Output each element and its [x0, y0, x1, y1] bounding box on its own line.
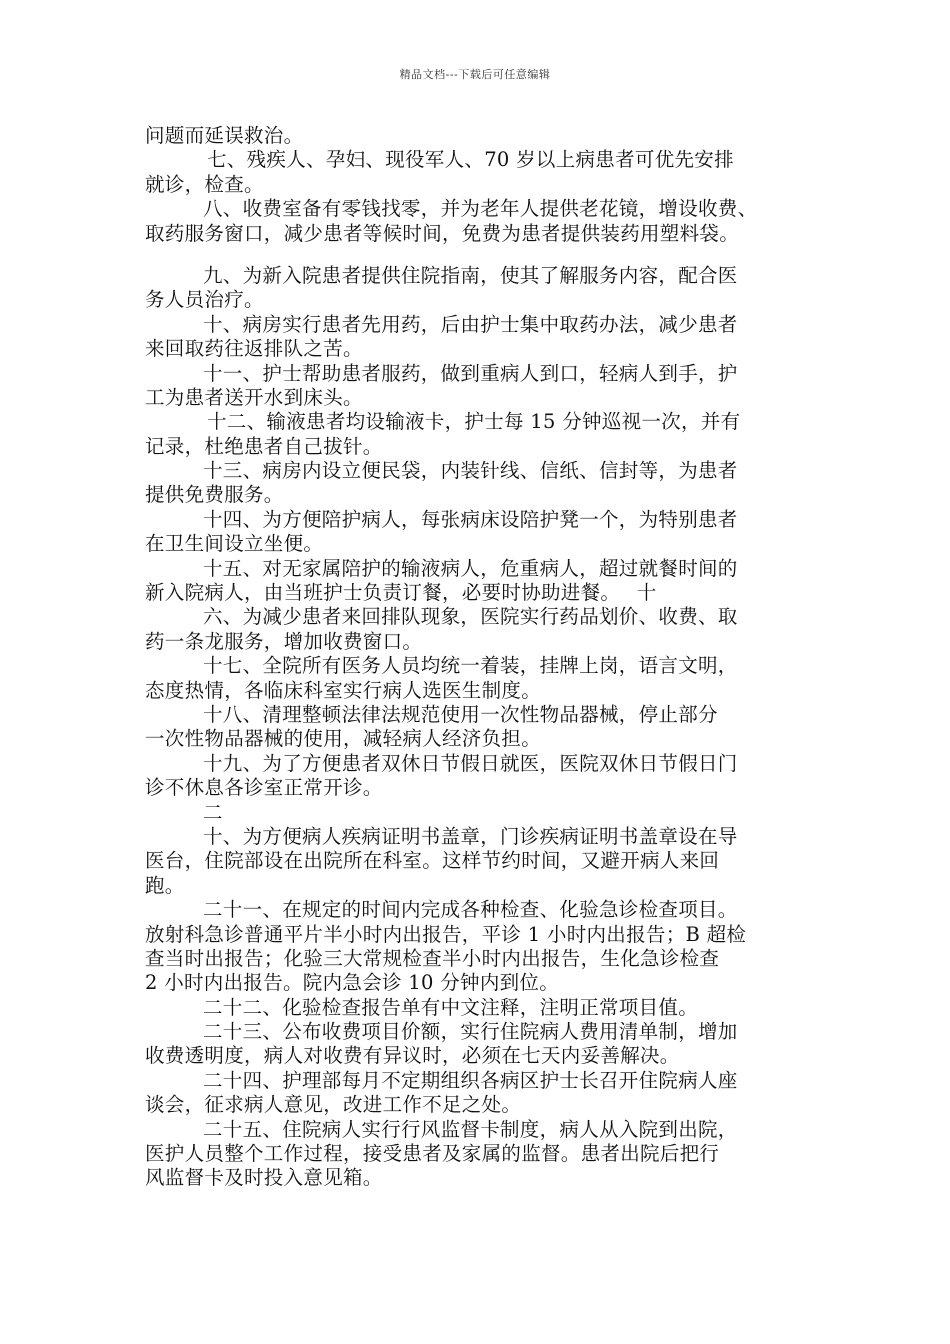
text-line: 六、为减少患者来回排队现象，医院实行药品划价、收费、取: [203, 605, 738, 629]
text-line: 二十一、在规定的时间内完成各种检查、化验急诊检查项目。: [203, 898, 738, 922]
text-line: 新入院病人，由当班护士负责订餐，必要时协助进餐。 十: [145, 581, 657, 605]
text-line: 二十三、公布收费项目价额，实行住院病人费用清单制，增加: [203, 1020, 738, 1044]
text-line: 诊不休息各诊室正常开诊。: [145, 776, 383, 800]
text-line: 一次性物品器械的使用，减轻病人经济负担。: [145, 727, 542, 751]
text-line: 态度热情，各临床科室实行病人选医生制度。: [145, 678, 542, 702]
text-line: 八、收费室备有零钱找零，并为老年人提供老花镜，增设收费、: [203, 197, 758, 221]
text-line: 风监督卡及时投入意见箱。: [145, 1166, 383, 1190]
text-line: 务人员治疗。: [145, 288, 264, 312]
text-line: 七、残疾人、孕妇、现役军人、70 岁以上病患者可优先安排: [207, 148, 734, 172]
text-line: 医台，住院部设在出院所在科室。这样节约时间，又避开病人来回: [145, 849, 720, 873]
text-line: 工为患者送开水到床头。: [145, 385, 363, 409]
page-header: 精品文档---下载后可任意编辑: [399, 68, 551, 81]
text-line: 二十四、护理部每月不定期组织各病区护士长召开住院病人座: [203, 1068, 738, 1092]
text-line: 医护人员整个工作过程，接受患者及家属的监督。患者出院后把行: [145, 1142, 720, 1166]
text-line: 谈会，征求病人意见，改进工作不足之处。: [145, 1093, 522, 1117]
text-line: 十五、对无家属陪护的输液病人，危重病人，超过就餐时间的: [203, 556, 738, 580]
text-line: 收费透明度，病人对收费有异议时，必须在七天内妥善解决。: [145, 1044, 680, 1068]
text-line: 十、为方便病人疾病证明书盖章，门诊疾病证明书盖章设在导: [203, 824, 738, 848]
text-line: 2 小时内出报告。院内急会诊 10 分钟内到位。: [145, 971, 560, 995]
text-line: 记录，杜绝患者自己拔针。: [145, 434, 383, 458]
text-line: 药一条龙服务，增加收费窗口。: [145, 629, 423, 653]
text-line: 问题而延误救治。: [145, 124, 304, 147]
text-line: 九、为新入院患者提供住院指南，使其了解服务内容，配合医: [203, 263, 738, 287]
text-line: 十八、清理整顿法律法规范使用一次性物品器械，停止部分: [203, 702, 718, 726]
text-line: 二十二、化验检查报告单有中文注释，注明正常项目值。: [203, 995, 699, 1019]
paragraph-gap: [145, 246, 820, 264]
text-line: 十七、全院所有医务人员均统一着装，挂牌上岗，语言文明，: [203, 654, 738, 678]
text-line: 十、病房实行患者先用药，后由护士集中取药办法，减少患者: [203, 312, 738, 336]
text-line: 十三、病房内设立便民袋，内装针线、信纸、信封等，为患者: [203, 459, 738, 483]
text-line: 就诊，检查。: [145, 172, 264, 196]
text-line: 二: [203, 800, 223, 824]
text-line: 取药服务窗口，减少患者等候时间，免费为患者提供装药用塑料袋。: [145, 221, 740, 245]
text-line: 来回取药往返排队之苦。: [145, 337, 363, 361]
text-line: 十四、为方便陪护病人，每张病床设陪护凳一个，为特别患者: [203, 507, 738, 531]
text-line: 十一、护士帮助患者服药，做到重病人到口，轻病人到手，护: [203, 361, 738, 385]
text-line: 二十五、住院病人实行行风监督卡制度，病人从入院到出院，: [203, 1117, 738, 1141]
text-line: 跑。: [145, 873, 185, 897]
text-line: 十九、为了方便患者双休日节假日就医，医院双休日节假日门: [203, 751, 738, 775]
text-line: 十二、输液患者均设输液卡，护士每 15 分钟巡视一次，并有: [207, 410, 741, 434]
text-line: 查当时出报告；化验三大常规检查半小时内出报告，生化急诊检查: [145, 946, 720, 970]
text-line: 在卫生间设立坐便。: [145, 532, 324, 556]
text-line: 提供免费服务。: [145, 483, 284, 507]
text-line: 放射科急诊普通平片半小时内出报告，平诊 1 小时内出报告；B 超检: [145, 922, 747, 946]
document-body: [145, 124, 820, 1191]
